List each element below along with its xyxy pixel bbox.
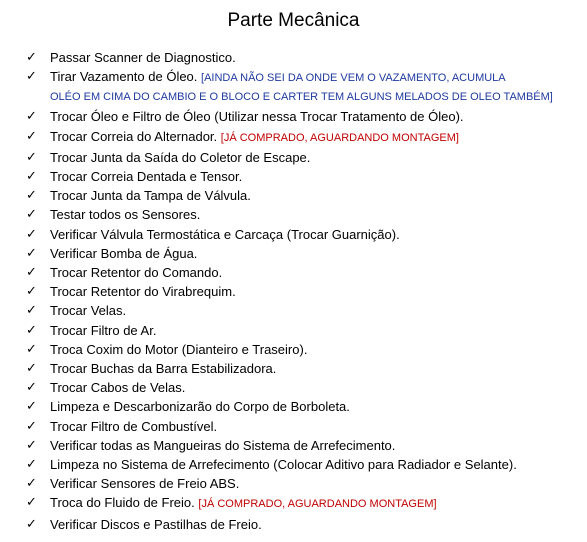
item-text: Verificar Sensores de Freio ABS.: [50, 476, 240, 492]
item-text: Verificar Discos e Pastilhas de Freio.: [50, 516, 262, 532]
item-text: Trocar Correia Dentada e Tensor.: [50, 169, 243, 185]
item-text: Trocar Correia do Alternador.: [50, 128, 218, 144]
checkmark-icon: ✓: [26, 457, 37, 473]
list-item: [0, 186, 587, 205]
list-item: [0, 282, 587, 301]
list-item: [0, 397, 587, 416]
checkmark-icon: ✓: [26, 69, 37, 85]
checkmark-icon: ✓: [26, 418, 37, 434]
item-text: Tirar Vazamento de Óleo.: [50, 69, 198, 85]
list-item: [0, 359, 587, 378]
checkmark-icon: ✓: [26, 322, 37, 338]
checkmark-icon: ✓: [26, 399, 37, 415]
checkmark-icon: ✓: [26, 437, 37, 453]
checkmark-icon: ✓: [26, 207, 37, 223]
item-text: Verificar Bomba de Água.: [50, 245, 198, 261]
list-item: [0, 263, 587, 282]
list-item: [0, 225, 587, 244]
checkmark-icon: ✓: [26, 149, 37, 165]
item-text: Trocar Velas.: [50, 303, 127, 319]
item-text: Trocar Óleo e Filtro de Óleo (Utilizar nessa Trocar Tratamento de Óleo).: [50, 109, 464, 125]
checklist: [0, 48, 587, 534]
item-text: Trocar Retentor do Comando.: [50, 265, 223, 281]
checkmark-icon: ✓: [26, 361, 37, 377]
item-text: Trocar Filtro de Combustível.: [50, 418, 218, 434]
list-item: [0, 417, 587, 436]
checkmark-icon: ✓: [26, 380, 37, 396]
checkmark-icon: ✓: [26, 245, 37, 261]
item-note-continued: OLÉO EM CIMA DO CAMBIO E O BLOCO E CARTER TEM ALGUNS MELADOS DE OLEO TAMBÉM]: [50, 91, 553, 104]
item-note: [JÁ COMPRADO, AGUARDANDO MONTAGEM]: [220, 131, 459, 144]
checkmark-icon: ✓: [26, 128, 37, 144]
list-item: [0, 301, 587, 320]
item-text: Trocar Junta da Saída do Coletor de Escape.: [50, 149, 311, 165]
item-text: Limpeza no Sistema de Arrefecimento (Colocar Aditivo para Radiador e Selante).: [50, 457, 517, 473]
list-item: [0, 167, 587, 186]
item-text: Limpeza e Descarbonizarão do Corpo de Borboleta.: [50, 399, 350, 415]
list-item: [0, 48, 587, 67]
item-note: [AINDA NÃO SEI DA ONDE VEM O VAZAMENTO, ACUMULA: [201, 72, 506, 85]
list-item: [0, 148, 587, 167]
checkmark-icon: ✓: [26, 476, 37, 492]
item-text: Trocar Retentor do Virabrequim.: [50, 284, 236, 300]
list-item: [0, 107, 587, 126]
item-text: Trocar Filtro de Ar.: [50, 322, 157, 338]
list-item: [0, 455, 587, 474]
item-text: Trocar Junta da Tampa de Válvula.: [50, 188, 251, 204]
item-text: Verificar Válvula Termostática e Carcaça (Trocar Guarnição).: [50, 226, 400, 242]
checkmark-icon: ✓: [26, 188, 37, 204]
page-title: Parte Mecânica: [227, 10, 360, 31]
list-item: [0, 321, 587, 340]
item-text: Trocar Buchas da Barra Estabilizadora.: [50, 361, 277, 377]
item-text: Testar todos os Sensores.: [50, 207, 201, 223]
checkmark-icon: ✓: [26, 284, 37, 300]
item-text: Troca Coxim do Motor (Dianteiro e Traseiro).: [50, 341, 308, 357]
checkmark-icon: ✓: [26, 265, 37, 281]
checkmark-icon: ✓: [26, 516, 37, 532]
list-item: [0, 474, 587, 493]
checkmark-icon: ✓: [26, 226, 37, 242]
list-item: [0, 515, 587, 534]
list-item: [0, 67, 587, 107]
list-item: [0, 205, 587, 224]
list-item: [0, 244, 587, 263]
item-text: Trocar Cabos de Velas.: [50, 380, 186, 396]
item-text: Verificar todas as Mangueiras do Sistema de Arrefecimento.: [50, 437, 396, 453]
item-text: Troca do Fluido de Freio.: [50, 495, 195, 511]
checkmark-icon: ✓: [26, 495, 37, 511]
checkmark-icon: ✓: [26, 303, 37, 319]
checkmark-icon: ✓: [26, 109, 37, 125]
list-item: [0, 436, 587, 455]
list-item: [0, 378, 587, 397]
checkmark-icon: ✓: [26, 169, 37, 185]
list-item: [0, 340, 587, 359]
checkmark-icon: ✓: [26, 50, 37, 65]
item-note: [JÁ COMPRADO, AGUARDANDO MONTAGEM]: [198, 498, 437, 511]
list-item: [0, 493, 587, 514]
checkmark-icon: ✓: [26, 341, 37, 357]
item-text: Passar Scanner de Diagnostico.: [50, 50, 236, 65]
list-item: [0, 127, 587, 148]
